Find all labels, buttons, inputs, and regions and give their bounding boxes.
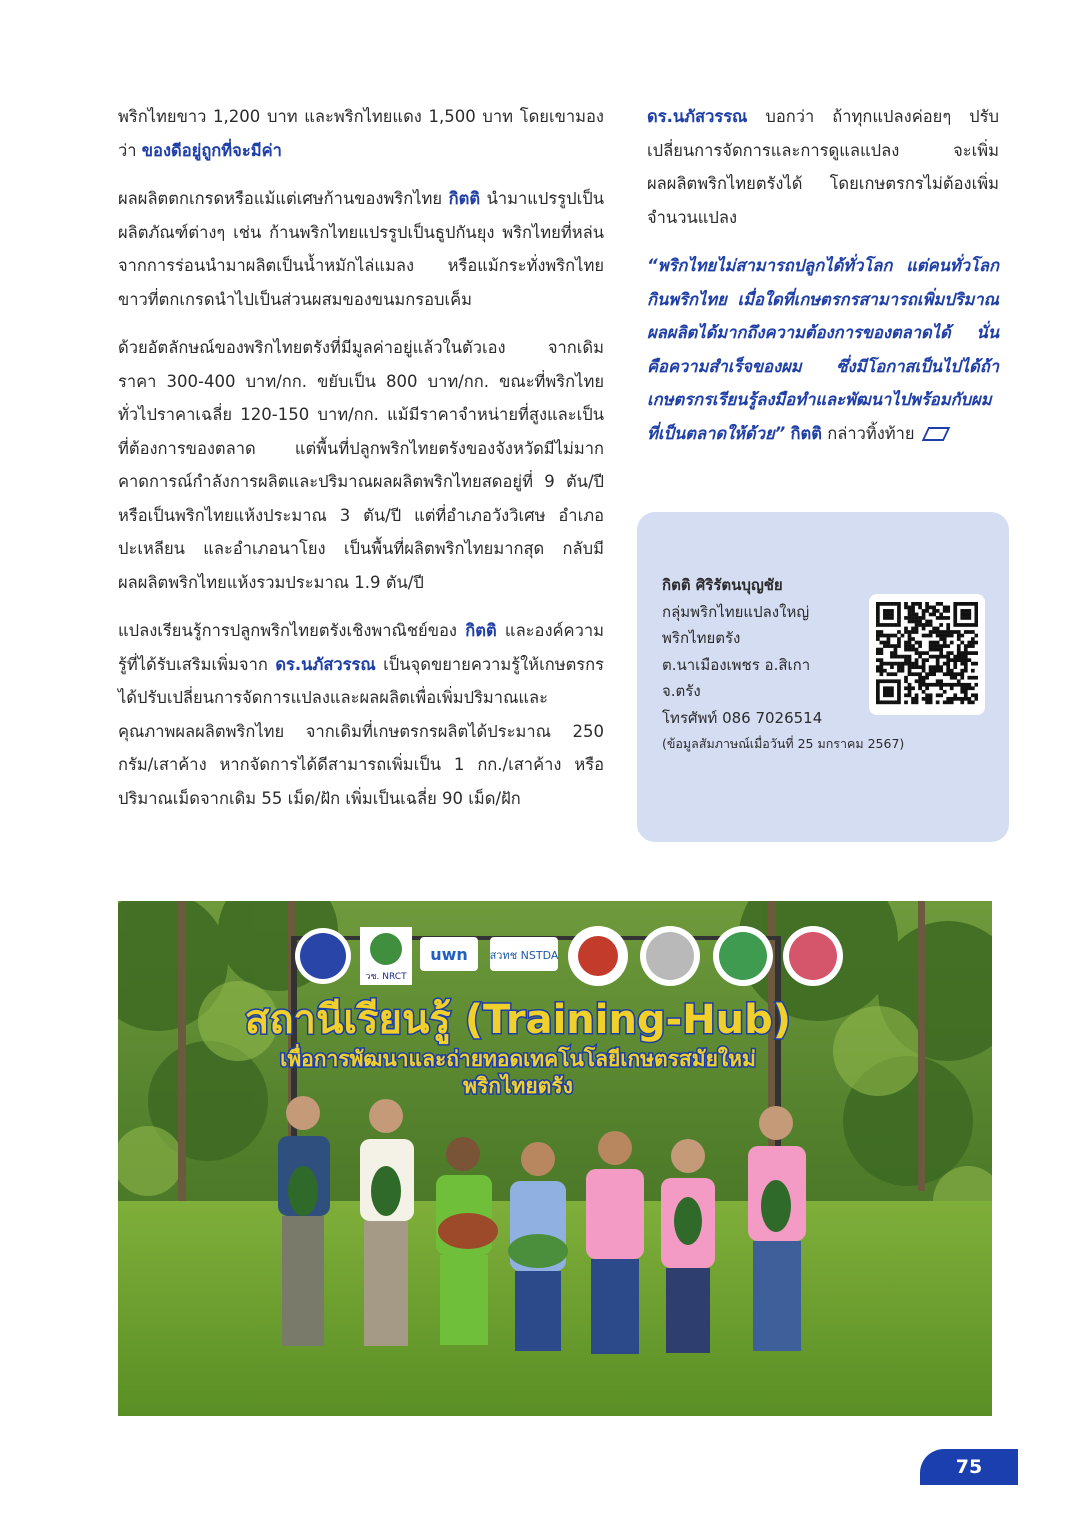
person-name-napatsawan: ดร.นภัสวรรณ <box>647 107 748 126</box>
contact-phone: โทรศัพท์ 086 7026514 <box>662 708 823 727</box>
qr-code-icon <box>876 602 978 706</box>
paragraph-learning-plot <box>118 614 604 815</box>
end-mark-icon <box>921 427 950 441</box>
paragraph-advice <box>647 100 999 234</box>
photo-illustration <box>118 901 992 1416</box>
person-name-kitti: กิตติ <box>448 189 481 208</box>
paragraph-text: ผลผลิตตกเกรดหรือแม้แต่เศษก้านของพริกไทย <box>118 189 449 208</box>
contact-address: ต.นาเมืองเพชร อ.สิเกา <box>662 655 811 674</box>
logo-nrct: วช. NRCT <box>365 972 407 982</box>
interview-note: (ข้อมูลสัมภาษณ์เมื่อวันที่ 25 มกราคม 2567) <box>662 736 905 751</box>
person-name-kitti: กิตติ <box>465 621 497 640</box>
paragraph-text: เป็นจุดขยายความรู้ให้เกษตรกรได้ปรับเปลี่ยนการจัดการแปลงและผลผลิตเพื่อเพิ่มปริมาณและคุณภาพผลผลิตพริกไทย จากเดิมที่เกษตรกรผลิตได้ประมาณ 250 กรัม/เสาค้าง หากจัดการได้ดีสามารถเพิ่มเป็น 1 กก./เสาค้าง หรือปริมาณเม็ดจากเดิม 55 เม็ด/ฝัก เพิ่มเป็นเฉลี่ย 90 เม็ด/ฝัก <box>118 654 604 808</box>
contact-details <box>662 572 905 758</box>
contact-name: กิตติ ศิริรัตนบุญชัย <box>662 576 783 594</box>
training-hub-photo <box>118 901 992 1416</box>
quote-attribution-tail: กล่าวทิ้งท้าย <box>821 423 915 443</box>
quote-attribution-name: กิตติ <box>790 423 822 443</box>
sign-title: สถานีเรียนรู้ (Training-Hub) <box>244 997 792 1043</box>
sign-subtitle: เพื่อการพัฒนาและถ่ายทอดเทคโนโลยีเกษตรสมัยใหม่ <box>280 1047 756 1071</box>
right-column <box>647 100 999 465</box>
paragraph-text: พริกไทยขาว 1,200 บาท และพริกไทยแดง 1,500 บาท โดยเขามองว่า <box>118 107 604 160</box>
contact-province: จ.ตรัง <box>662 682 701 700</box>
contact-box <box>637 512 1009 842</box>
contact-group: กลุ่มพริกไทยแปลงใหญ่ <box>662 602 810 621</box>
page-number: 75 <box>920 1449 1018 1485</box>
left-column <box>118 100 604 830</box>
qr-code[interactable] <box>869 594 985 715</box>
logo-uwn: uwn <box>430 945 468 964</box>
logo-nstda: สวทช NSTDA <box>489 949 559 962</box>
paragraph-text: แปลงเรียนรู้การปลูกพริกไทยตรังเชิงพาณิชย์ของ <box>118 621 466 640</box>
quote-text: “พริกไทยไม่สามารถปลูกได้ทั่วโลก แต่คนทั่วโลกกินพริกไทย เมื่อใดที่เกษตรกรสามารถเพิ่มปริมาณผลผลิตได้มากถึงความต้องการของตลาดได้ นั่นคือความสำเร็จของผม ซึ่งมีโอกาสเป็นไปได้ถ้าเกษตรกรเรียนรู้ลงมือทำและพัฒนาไปพร้อมกับผมที่เป็นตลาดให้ด้วย” <box>647 256 999 443</box>
pull-quote <box>647 249 999 450</box>
paragraph-text: นำมาแปรรูปเป็นผลิตภัณฑ์ต่างๆ เช่น ก้านพริกไทยแปรรูปเป็นธูปกันยุง พริกไทยที่หล่นจากการร่อนนำมาผลิตเป็นน้ำหมักไล่แมลง หรือแม้กระทั่งพริกไทยขาวที่ตกเกรดนำไปเป็นส่วนผสมของขนมกรอบเค็ม <box>118 189 604 309</box>
sign-subtitle-2: พริกไทยตรัง <box>463 1074 573 1098</box>
paragraph-identity: ด้วยอัตลักษณ์ของพริกไทยตรังที่มีมูลค่าอยู่แล้วในตัวเอง จากเดิมราคา 300-400 บาท/กก. ขยับเป็น 800 บาท/กก. ขณะที่พริกไทยทั่วไปราคาเฉลี่ย 120-150 บาท/กก. แม้มีราคาจำหน่ายที่สูงและเป็นที่ต้องการของตลาด แต่พื้นที่ปลูกพริกไทยตรังของจังหวัดมีไม่มาก คาดการณ์กำลังการผลิตและปริมาณผลผลิตพริกไทยสดอยู่ที่ 9 ตัน/ปี หรือเป็นพริกไทยแห้งประมาณ 3 ตัน/ปี แต่ที่อำเภอวังวิเศษ อำเภอปะเหลียน และอำเภอนาโยง เป็นพื้นที่ผลิตพริกไทยมากสุด กลับมีผลผลิตพริกไทยแห้งรวมประมาณ 1.9 ตัน/ปี <box>118 338 604 592</box>
person-name-napatsawan: ดร.นภัสวรรณ <box>275 654 376 674</box>
emphasis-text: ของดีอยู่ถูกที่จะมีค่า <box>141 140 282 160</box>
paragraph-byproducts <box>118 182 604 316</box>
paragraph-text: และองค์ความรู้ที่ได้รับเสริมเพิ่มจาก <box>118 621 604 674</box>
paragraph-price <box>118 100 604 167</box>
paragraph-text: บอกว่า ถ้าทุกแปลงค่อยๆ ปรับเปลี่ยนการจัดการและการดูแลแปลง จะเพิ่มผลผลิตพริกไทยตรังได้ โดยเกษตรกรไม่ต้องเพิ่มจำนวนแปลง <box>647 107 999 227</box>
contact-product: พริกไทยตรัง <box>662 629 741 647</box>
